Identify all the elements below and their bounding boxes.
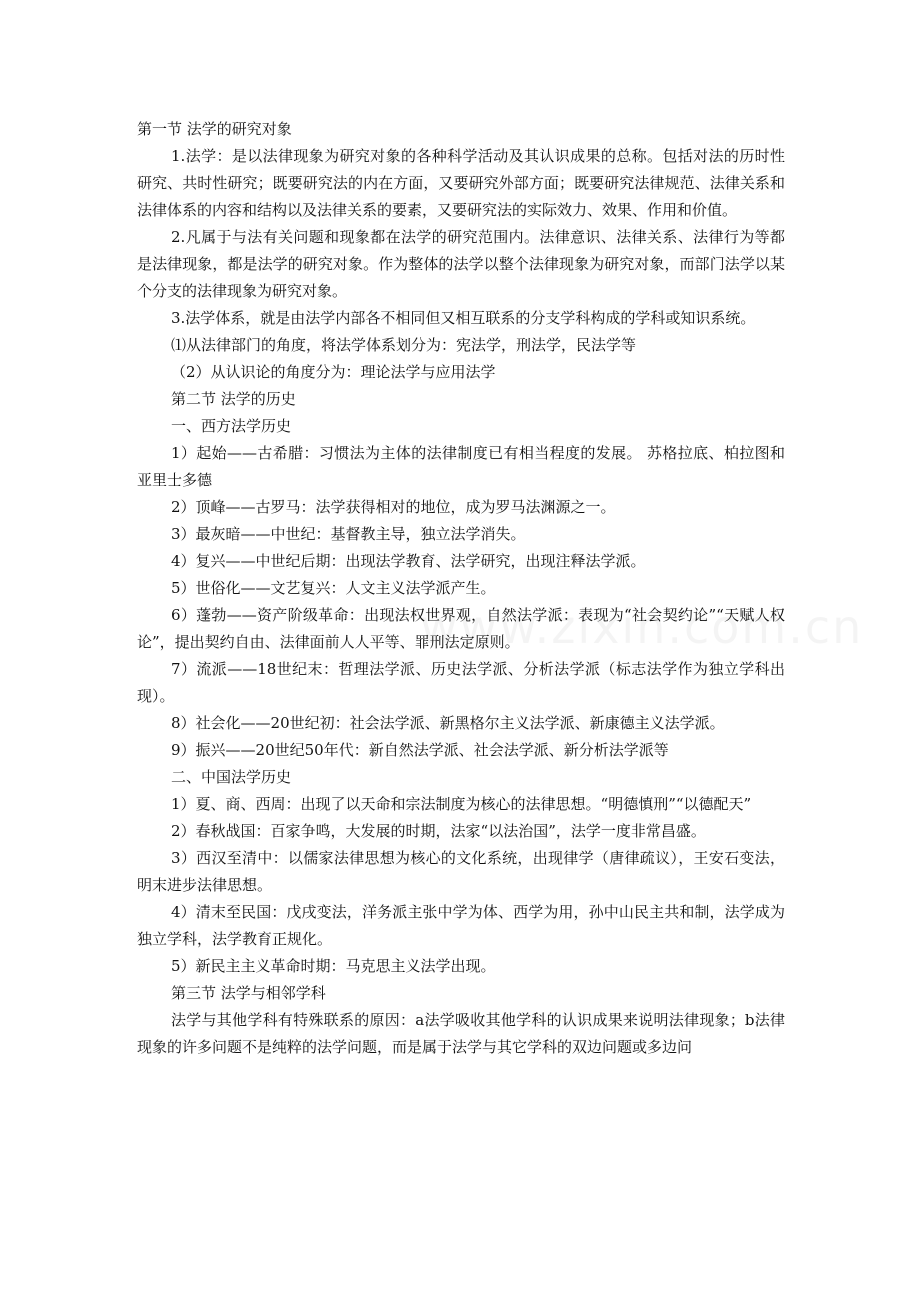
paragraph: 一、西方法学历史: [171, 417, 292, 435]
paragraph: 1）起始——古希腊：习惯法为主体的法律制度已有相当程度的发展。 苏格拉底、柏拉图和亚里士多德: [137, 444, 785, 489]
paragraph: 3）最灰暗——中世纪：基督教主导，独立法学消失。: [171, 525, 526, 543]
paragraph: 5）新民主主义革命时期：马克思主义法学出现。: [171, 957, 496, 975]
paragraph: 4）清末至民国：戊戌变法，洋务派主张中学为体、西学为用，孙中山民主共和制，法学成为独立学科，法学教育正规化。: [137, 903, 785, 948]
paragraph: 9）振兴——20世纪50年代：新自然法学派、社会法学派、新分析法学派等: [171, 741, 669, 759]
paragraph: 1.法学：是以法律现象为研究对象的各种科学活动及其认识成果的总称。包括对法的历时性研究、共时性研究；既要研究法的内在方面，又要研究外部方面；既要研究法律规范、法律关系和法律体系的内容和结构以及法律关系的要素，又要研究法的实际效力、效果、作用和价值。: [137, 147, 785, 219]
paragraph: 2.凡属于与法有关问题和现象都在法学的研究范围内。法律意识、法律关系、法律行为等都是法律现象，都是法学的研究对象。作为整体的法学以整个法律现象为研究对象，而部门法学以某个分支的法律现象为研究对象。: [137, 228, 785, 300]
paragraph: 二、中国法学历史: [171, 768, 292, 786]
document-body: [137, 116, 785, 1061]
paragraph: 1）夏、商、西周：出现了以天命和宗法制度为核心的法律思想。“明德慎刑”“以德配天”: [171, 795, 752, 813]
paragraph: 法学与其他学科有特殊联系的原因：a法学吸收其他学科的认识成果来说明法律现象；b法律现象的许多问题不是纯粹的法学问题，而是属于法学与其它学科的双边问题或多边问: [137, 1011, 785, 1056]
paragraph: 5）世俗化——文艺复兴：人文主义法学派产生。: [171, 579, 496, 597]
paragraph: 2）春秋战国：百家争鸣，大发展的时期，法家“以法治国”，法学一度非常昌盛。: [171, 822, 706, 840]
paragraph: 8）社会化——20世纪初：社会法学派、新黑格尔主义法学派、新康德主义法学派。: [171, 714, 725, 732]
paragraph: 6）蓬勃——资产阶级革命：出现法权世界观，自然法学派：表现为“社会契约论”“天赋人权论”，提出契约自由、法律面前人人平等、罪刑法定原则。: [137, 606, 785, 651]
paragraph: 7）流派——18世纪末：哲理法学派、历史法学派、分析法学派（标志法学作为独立学科出现）。: [137, 660, 785, 705]
paragraph: 4）复兴——中世纪后期：出现法学教育、法学研究，出现注释法学派。: [171, 552, 646, 570]
paragraph: 3）西汉至清中：以儒家法律思想为核心的文化系统，出现律学（唐律疏议），王安石变法，明末进步法律思想。: [137, 849, 785, 894]
paragraph: 第二节 法学的历史: [171, 390, 296, 408]
paragraph: ⑴从法律部门的角度，将法学体系划分为：宪法学，刑法学，民法学等: [171, 336, 637, 354]
paragraph: 第一节 法学的研究对象: [137, 120, 292, 138]
paragraph: 3.法学体系，就是由法学内部各不相同但又相互联系的分支学科构成的学科或知识系统。: [171, 309, 756, 327]
paragraph: 第三节 法学与相邻学科: [171, 984, 326, 1002]
paragraph: 2）顶峰——古罗马：法学获得相对的地位，成为罗马法渊源之一。: [171, 498, 616, 516]
paragraph: （2）从认识论的角度分为：理论法学与应用法学: [171, 363, 496, 381]
